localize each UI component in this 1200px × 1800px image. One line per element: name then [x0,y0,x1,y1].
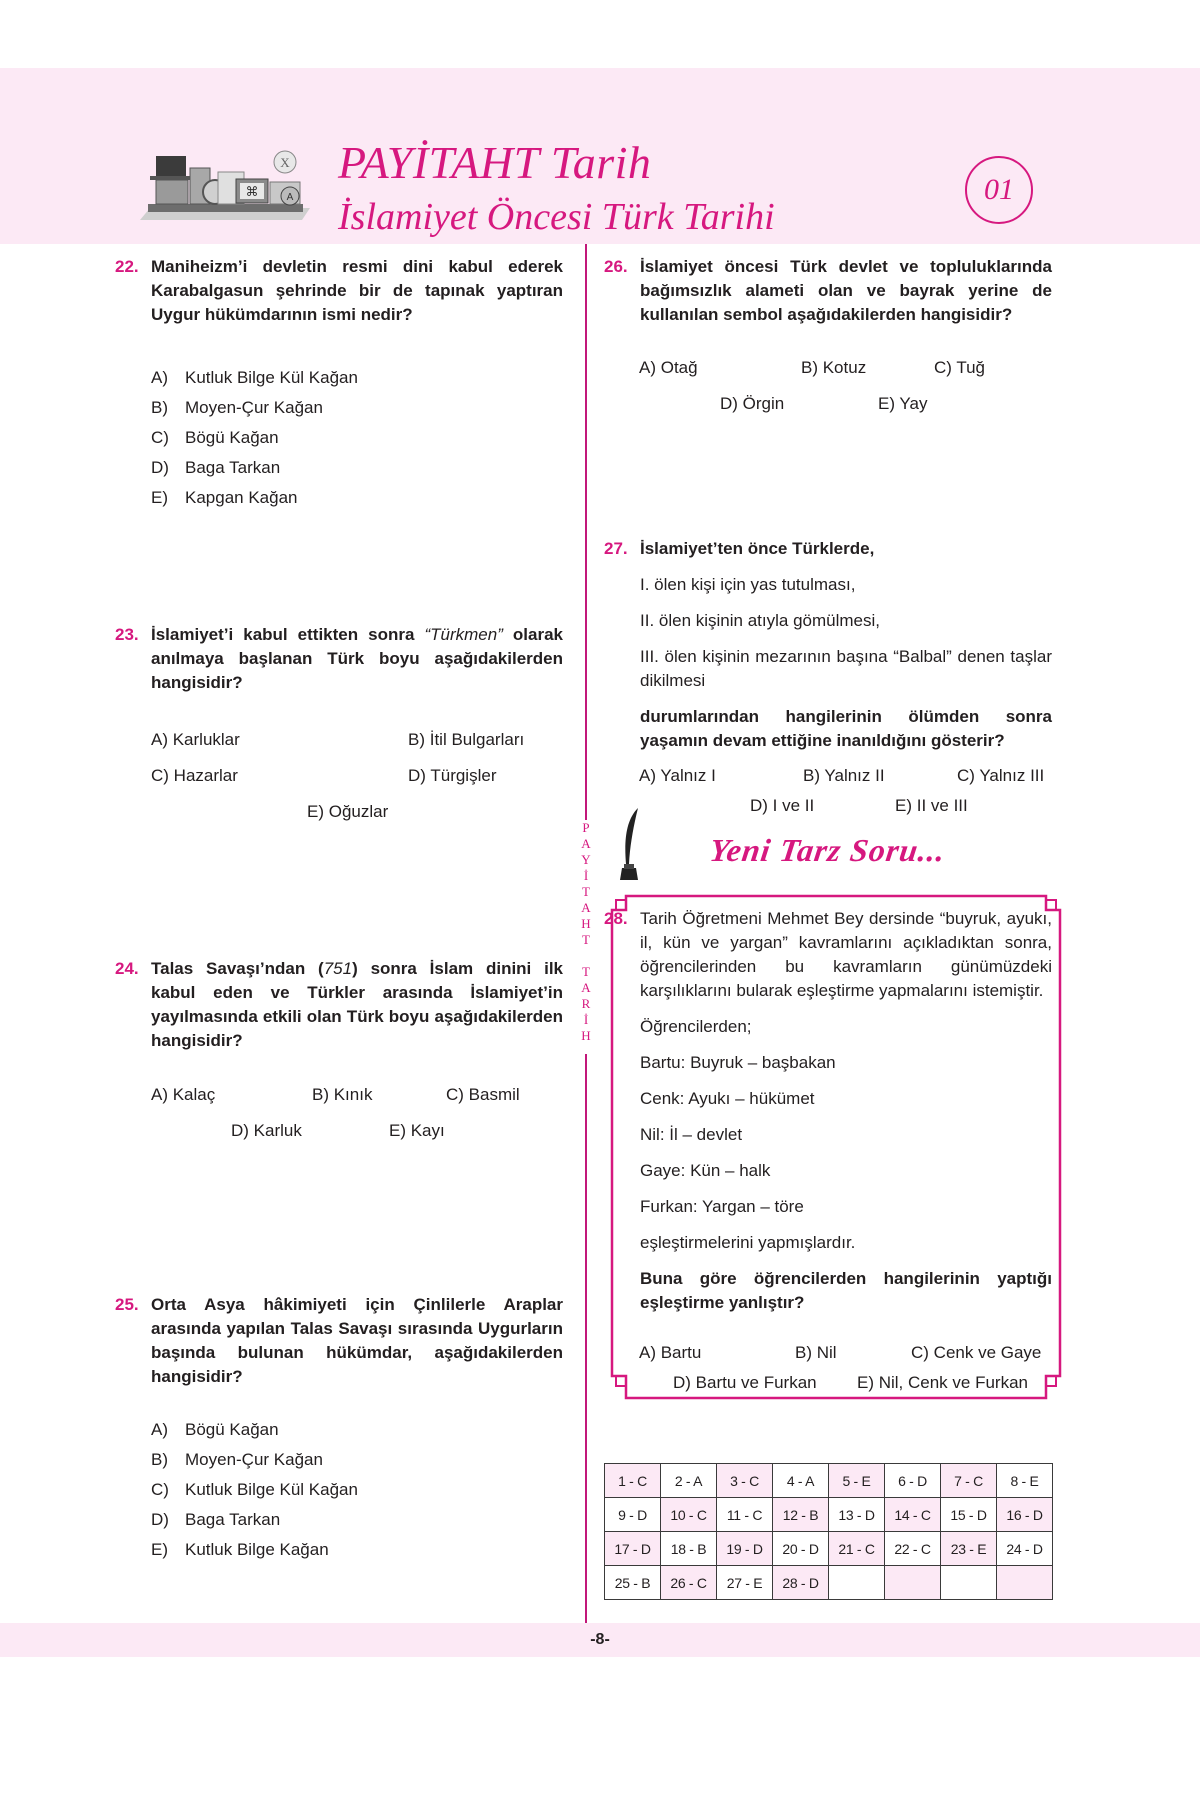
options-list [151,1415,563,1565]
question-25 [115,1293,563,1565]
answer-key-cell: 10 - C [661,1498,717,1532]
question-stem: Tarih Öğretmeni Mehmet Bey dersinde “buyruk, ayukı, il, kün ve yargan” kavramlarını açıkladıktan sonra, öğrencilerinden bu kavramların günümüzdeki karşılıklarını bularak eşleştirme yapmalarını istemiştir. [640,909,1052,1000]
new-style-question-title: Yeni Tarz Soru... [707,832,949,868]
answer-key-cell: 16 - D [997,1498,1053,1532]
q24-option-b[interactable]: B) Kınık [312,1085,373,1104]
match-bartu: Bartu: Buyruk – başbakan [640,1053,836,1072]
answer-key-cell: 25 - B [605,1566,661,1600]
question-stem: Talas Savaşı’ndan (751) sonra İslam dinini ilk kabul eden ve Türkler arasında İslamiyet’in yayılmasında etkili olan Türk boyu aşağıdakilerden hangisidir? [151,959,563,1050]
brand-title: PAYİTAHT Tarih [338,137,652,188]
spine-letter: A [581,836,591,851]
q27-option-c[interactable]: C) Yalnız III [957,766,1045,785]
spine-label [578,820,594,1044]
column-divider-top [585,244,587,820]
question-stem: Orta Asya hâkimiyeti için Çinlilerle Araplar arasında yapılan Talas Savaşı sırasında Uygurların başında bulunan hükümdar, aşağıdakilerden hangisidir? [151,1295,563,1386]
q27-option-b[interactable]: B) Yalnız II [803,766,885,785]
option-b[interactable]: B) Moyen-Çur Kağan [151,398,323,417]
answer-key-cell: 8 - E [997,1464,1053,1498]
option-e[interactable]: E) Kutluk Bilge Kağan [151,1540,329,1559]
q28-option-c[interactable]: C) Cenk ve Gaye [911,1343,1042,1362]
spine-letter: T [582,964,590,979]
option-d[interactable]: D) Baga Tarkan [151,458,281,477]
answer-key-cell: 23 - E [941,1532,997,1566]
spine-letter: Y [581,852,591,867]
answer-key-cell: 22 - C [885,1532,941,1566]
q26-option-e[interactable]: E) Yay [878,394,928,413]
statement-i: I. ölen kişi için yas tutulması, [640,575,856,594]
option-a[interactable]: A) Bögü Kağan [151,1420,279,1439]
unit-number-badge: 01 [965,156,1033,224]
spine-letter: R [581,996,591,1011]
students-outro: eşleştirmelerini yapmışlardır. [640,1233,856,1252]
answer-key-cell: 7 - C [941,1464,997,1498]
answer-key-table [604,1463,1053,1600]
option-d[interactable]: D) Baga Tarkan [151,1510,281,1529]
answer-key-cell: 14 - C [885,1498,941,1532]
svg-text:⌘: ⌘ [245,184,259,199]
answer-key-row [605,1464,1053,1498]
question-stem: İslamiyet’i kabul ettikten sonra “Türkmen” olarak anılmaya başlanan Türk boyu aşağıdakilerden hangisidir? [151,625,563,692]
q24-option-a[interactable]: A) Kalaç [151,1085,216,1104]
question-number: 24. [115,959,139,978]
answer-key-cell: 19 - D [717,1532,773,1566]
question-number: 28. [604,909,628,928]
spine-letter: A [581,900,591,915]
question-26 [604,255,1052,327]
answer-key-cell: 28 - D [773,1566,829,1600]
question-number: 22. [115,257,139,276]
q27-option-a[interactable]: A) Yalnız I [639,766,716,785]
answer-key-cell: 5 - E [829,1464,885,1498]
answer-key-cell: 2 - A [661,1464,717,1498]
q27-option-e[interactable]: E) II ve III [895,796,968,815]
answer-key-cell: 4 - A [773,1464,829,1498]
answer-key-cell: 12 - B [773,1498,829,1532]
answer-key-cell: 9 - D [605,1498,661,1532]
page-number: -8- [590,1631,610,1648]
q23-option-a[interactable]: A) Karluklar [151,730,240,749]
spine-letter: İ [583,868,589,883]
question-27 [604,537,1052,753]
option-c[interactable]: C) Kutluk Bilge Kül Kağan [151,1480,358,1499]
answer-key-cell: 6 - D [885,1464,941,1498]
question-stem: Maniheizm’i devletin resmi dini kabul ederek Karabalgasun şehrinde bir de tapınak yaptıran Uygur hükümdarının ismi nedir? [151,257,563,324]
option-a[interactable]: A) Kutluk Bilge Kül Kağan [151,368,358,387]
answer-key-cell: 24 - D [997,1532,1053,1566]
answer-key-cell: 17 - D [605,1532,661,1566]
spine-letter: T [582,884,590,899]
question-prompt: durumlarından hangilerinin ölümden sonra yaşamın devam ettiğine inanıldığını gösterir? [640,707,1052,750]
column-divider-bottom [585,1054,587,1624]
q23-option-b[interactable]: B) İtil Bulgarları [408,730,525,749]
answer-key-cell: 18 - B [661,1532,717,1566]
spine-letter: İ [583,1012,589,1027]
question-number: 26. [604,257,628,276]
question-24 [115,957,563,1053]
q26-option-c[interactable]: C) Tuğ [934,358,986,377]
spine-letter: P [582,820,590,835]
q23-option-d[interactable]: D) Türgişler [408,766,497,785]
question-number: 23. [115,625,139,644]
q27-option-d[interactable]: D) I ve II [750,796,815,815]
students-intro: Öğrencilerden; [640,1017,752,1036]
q24-option-d[interactable]: D) Karluk [231,1121,302,1140]
answer-key-cell: 21 - C [829,1532,885,1566]
unit-subtitle: İslamiyet Öncesi Türk Tarihi [338,196,775,238]
answer-key-row [605,1532,1053,1566]
question-28 [604,907,1052,1315]
svg-text:X: X [280,155,290,170]
option-b[interactable]: B) Moyen-Çur Kağan [151,1450,323,1469]
q26-option-b[interactable]: B) Kotuz [801,358,867,377]
spine-letter: H [581,916,591,931]
q28-option-b[interactable]: B) Nil [795,1343,837,1362]
answer-key-cell: 27 - E [717,1566,773,1600]
option-c[interactable]: C) Bögü Kağan [151,428,279,447]
question-23 [115,623,563,695]
question-22 [115,255,563,513]
quill-inkpot-icon [618,806,644,884]
answer-key-cell: 15 - D [941,1498,997,1532]
q28-option-d[interactable]: D) Bartu ve Furkan [673,1373,817,1392]
answer-key-row [605,1498,1053,1532]
q23-option-c[interactable]: C) Hazarlar [151,766,238,785]
answer-key-cell: 26 - C [661,1566,717,1600]
q26-option-a[interactable]: A) Otağ [639,358,698,377]
question-number: 25. [115,1295,139,1314]
spine-letter: A [581,980,591,995]
answer-key-row [605,1566,1053,1600]
q24-option-c[interactable]: C) Basmil [446,1085,520,1104]
q26-option-d[interactable]: D) Örgin [720,394,785,413]
question-stem: İslamiyet öncesi Türk devlet ve topluluklarında bağımsızlık alameti olan ve bayrak yerine de kullanılan sembol aşağıdakilerden hangisidir? [640,257,1052,324]
options-list [151,363,563,513]
answer-key-cell: 3 - C [717,1464,773,1498]
question-prompt: Buna göre öğrencilerden hangilerinin yaptığı eşleştirme yanlıştır? [640,1269,1052,1312]
q28-option-a[interactable]: A) Bartu [639,1343,702,1362]
match-cenk: Cenk: Ayukı – hükümet [640,1089,815,1108]
option-e[interactable]: E) Kapgan Kağan [151,488,298,507]
q28-option-e[interactable]: E) Nil, Cenk ve Furkan [857,1373,1028,1392]
answer-key-cell: 13 - D [829,1498,885,1532]
svg-text:A: A [286,192,294,203]
question-number: 27. [604,539,628,558]
q24-option-e[interactable]: E) Kayı [389,1121,445,1140]
spine-letter: H [581,1028,591,1043]
answer-key-cell [885,1566,941,1600]
q23-option-e[interactable]: E) Oğuzlar [307,802,389,821]
match-gaye: Gaye: Kün – halk [640,1161,771,1180]
question-stem: İslamiyet’ten önce Türklerde, [640,539,875,558]
spine-letter: T [582,932,590,947]
statement-ii: II. ölen kişinin atıyla gömülmesi, [640,611,880,630]
vintage-app-icons-shelf-icon [140,142,310,224]
match-nil: Nil: İl – devlet [640,1125,743,1144]
answer-key-cell: 1 - C [605,1464,661,1498]
answer-key-cell [997,1566,1053,1600]
answer-key-cell: 20 - D [773,1532,829,1566]
answer-key-cell: 11 - C [717,1498,773,1532]
statement-iii: III. ölen kişinin mezarının başına “Balbal” denen taşlar dikilmesi [640,647,1052,690]
match-furkan: Furkan: Yargan – töre [640,1197,804,1216]
answer-key-cell [829,1566,885,1600]
answer-key-cell [941,1566,997,1600]
